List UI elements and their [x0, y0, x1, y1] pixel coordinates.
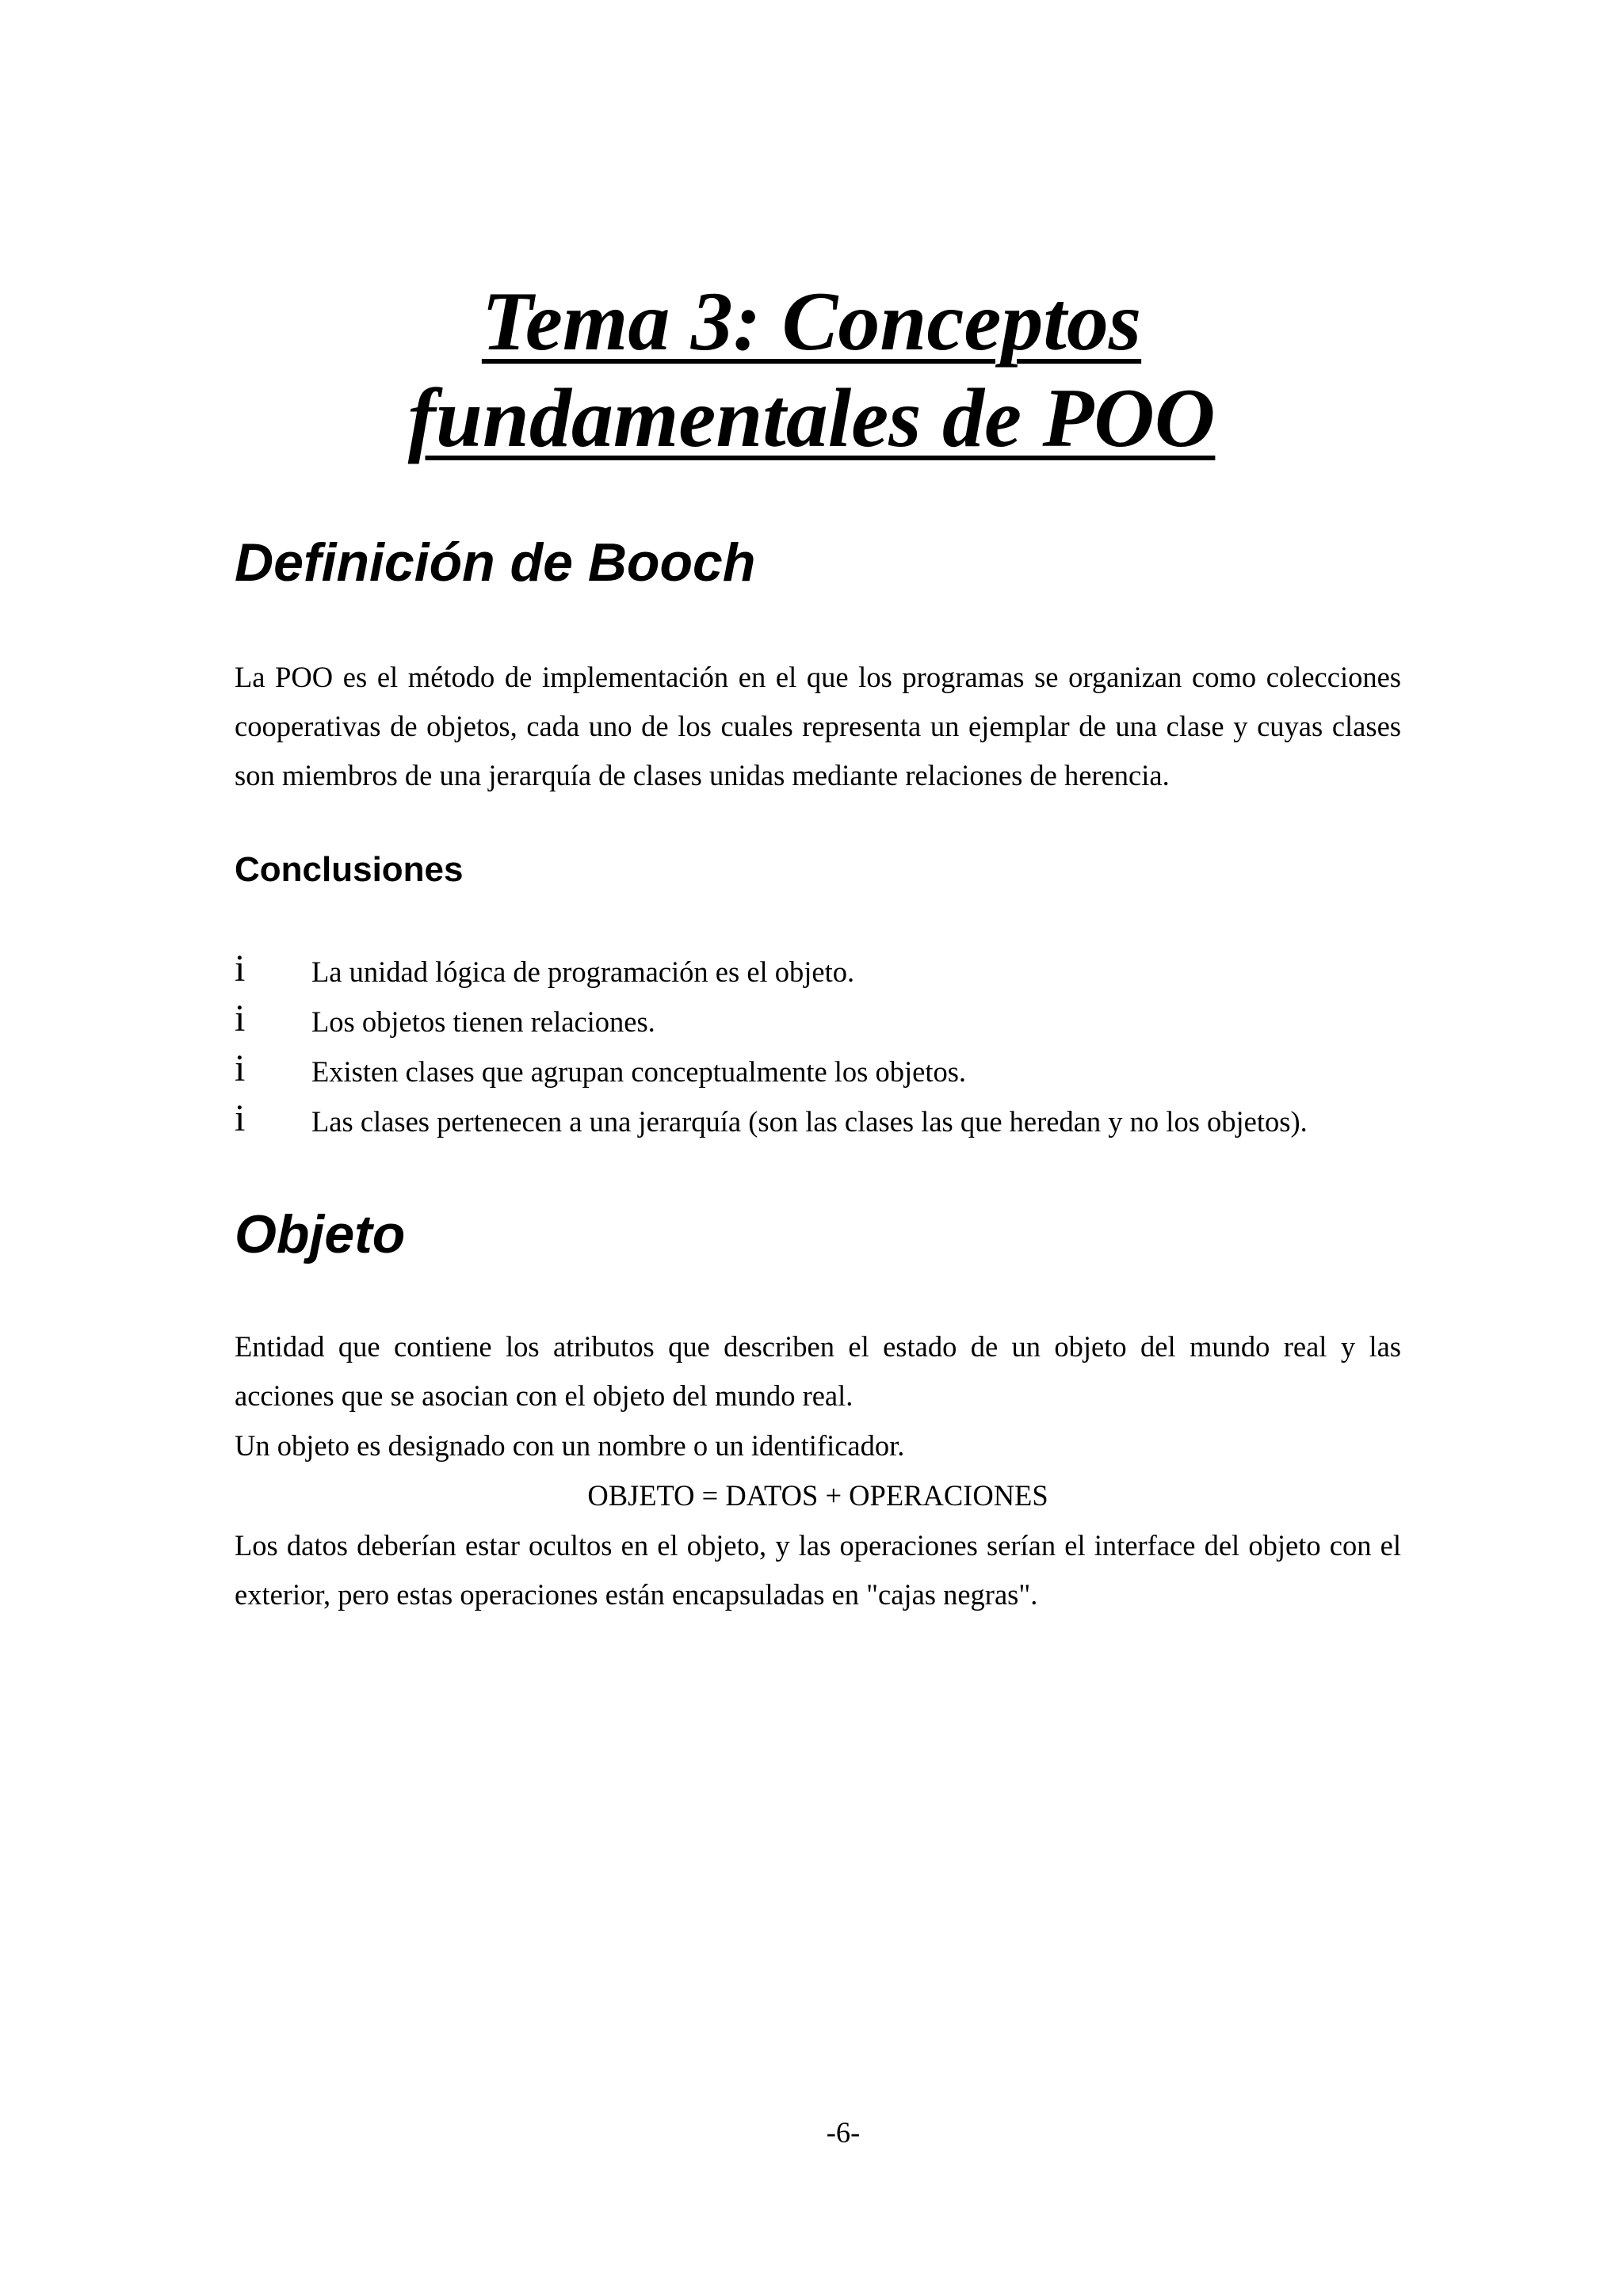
list-item: [235, 947, 1503, 997]
list-item-text: Los objetos tienen relaciones.: [311, 1005, 655, 1038]
objeto-encapsulation-paragraph: Los datos deberían estar ocultos en el objeto, y las operaciones serían el interface del objeto con el exterior, pero estas operaciones están encapsuladas en "cajas negras".: [235, 1529, 1401, 1611]
page-title-line-2: fundamentales de POO: [407, 372, 1216, 464]
page-title: [0, 273, 1623, 467]
objeto-definition-paragraph: Entidad que contiene los atributos que describen el estado de un objeto del mundo real y las acciones que se asocian con el objeto del mundo real.: [235, 1330, 1401, 1412]
list-item-text: Existen clases que agrupan conceptualmente los objetos.: [311, 1055, 967, 1088]
bullet-marker: i: [235, 1097, 246, 1139]
page-number: -6-: [826, 2116, 861, 2149]
bullet-marker: i: [235, 997, 246, 1039]
conclusions-list: [235, 947, 1503, 1146]
subsection-heading-conclusiones: Conclusiones: [235, 850, 464, 889]
list-item: [235, 1097, 1503, 1146]
page-title-line-1: Tema 3: Conceptos: [481, 275, 1142, 368]
bullet-marker: i: [235, 1047, 246, 1089]
list-item-text: Las clases pertenecen a una jerarquía (son las clases las que heredan y no los objetos).: [311, 1105, 1308, 1138]
section-heading-booch: Definición de Booch: [235, 532, 756, 593]
list-item: [235, 997, 1503, 1047]
list-item-text: La unidad lógica de programación es el objeto.: [311, 955, 855, 988]
bullet-marker: i: [235, 948, 246, 990]
section-heading-objeto: Objeto: [235, 1204, 406, 1264]
booch-definition-paragraph: La POO es el método de implementación en el que los programas se organizan como colecciones cooperativas de objetos, cada uno de los cuales representa un ejemplar de una clase y cuyas clases son miembros de una jerarquía de clases unidas mediante relaciones de herencia.: [235, 661, 1401, 791]
list-item: [235, 1047, 1503, 1097]
objeto-formula: OBJETO = DATOS + OPERACIONES: [587, 1479, 1048, 1512]
objeto-identifier-line: Un objeto es designado con un nombre o un identificador.: [235, 1429, 905, 1462]
